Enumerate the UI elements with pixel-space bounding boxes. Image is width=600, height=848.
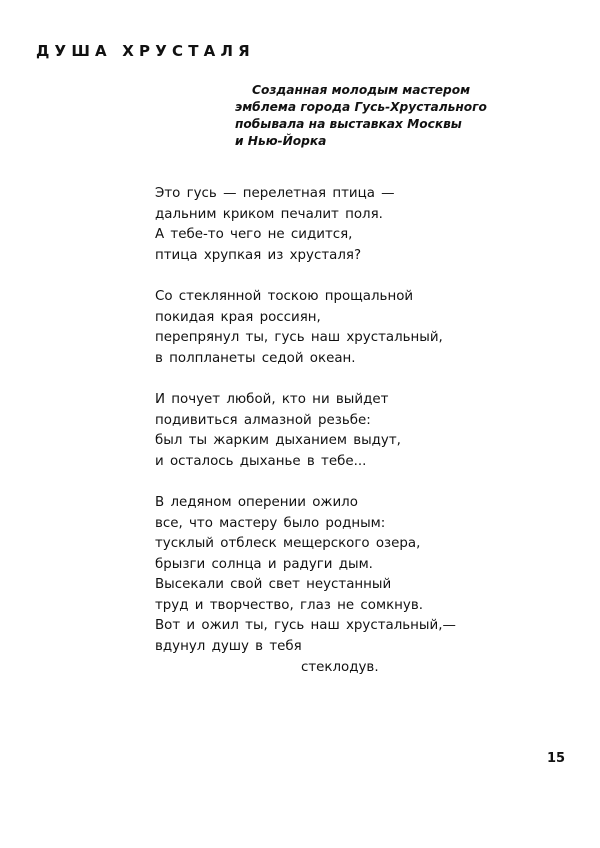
verse-line: подивиться алмазной резьбе: [155, 412, 371, 428]
verse-line: перепрянул ты, гусь наш хрустальный, [155, 330, 443, 346]
verse-line: и осталось дыханье в тебе... [155, 453, 367, 469]
verse-line: все, что мастеру было родным: [155, 515, 386, 531]
verse-line: И почует любой, кто ни выйдет [155, 391, 389, 407]
verse-line: Вот и ожил ты, гусь наш хрустальный,— [155, 618, 456, 634]
verse-line: брызги солнца и радуги дым. [155, 556, 373, 572]
poem-title: ДУША ХРУСТАЛЯ [36, 42, 255, 60]
epigraph-line: эмблема города Гусь-Хрустального [235, 100, 487, 114]
verse-line: в полпланеты седой океан. [155, 350, 356, 366]
verse-line: А тебе-то чего не сидится, [155, 227, 353, 243]
verse-line: стеклодув. [301, 659, 379, 675]
verse-line: дальним криком печалит поля. [155, 206, 383, 222]
verse-line: Это гусь — перелетная птица — [155, 186, 395, 201]
stanza-2 [155, 287, 456, 369]
verse-line: покидая края россиян, [155, 309, 321, 325]
verse-line: птица хрупкая из хрусталя? [155, 247, 362, 263]
page-number: 15 [547, 751, 566, 766]
verse-line: Высекали свой свет неустанный [155, 577, 392, 593]
epigraph-line: побывала на выставках Москвы [235, 117, 462, 131]
epigraph [235, 82, 487, 150]
epigraph-line: Созданная молодым мастером [252, 83, 471, 97]
verse-line: был ты жарким дыханием выдут, [155, 433, 401, 449]
verse-line: В ледяном оперении ожило [155, 494, 358, 510]
epigraph-line: и Нью-Йорка [235, 134, 327, 148]
stanza-4 [155, 493, 456, 678]
poem-body [155, 184, 456, 678]
verse-line: вдунул душу в тебя [155, 639, 302, 655]
stanza-1 [155, 184, 456, 266]
verse-line: Со стеклянной тоскою прощальной [155, 288, 414, 304]
stanza-3 [155, 390, 456, 472]
verse-line: труд и творчество, глаз не сомкнув. [155, 597, 423, 613]
verse-line: тусклый отблеск мещерского озера, [155, 536, 421, 552]
